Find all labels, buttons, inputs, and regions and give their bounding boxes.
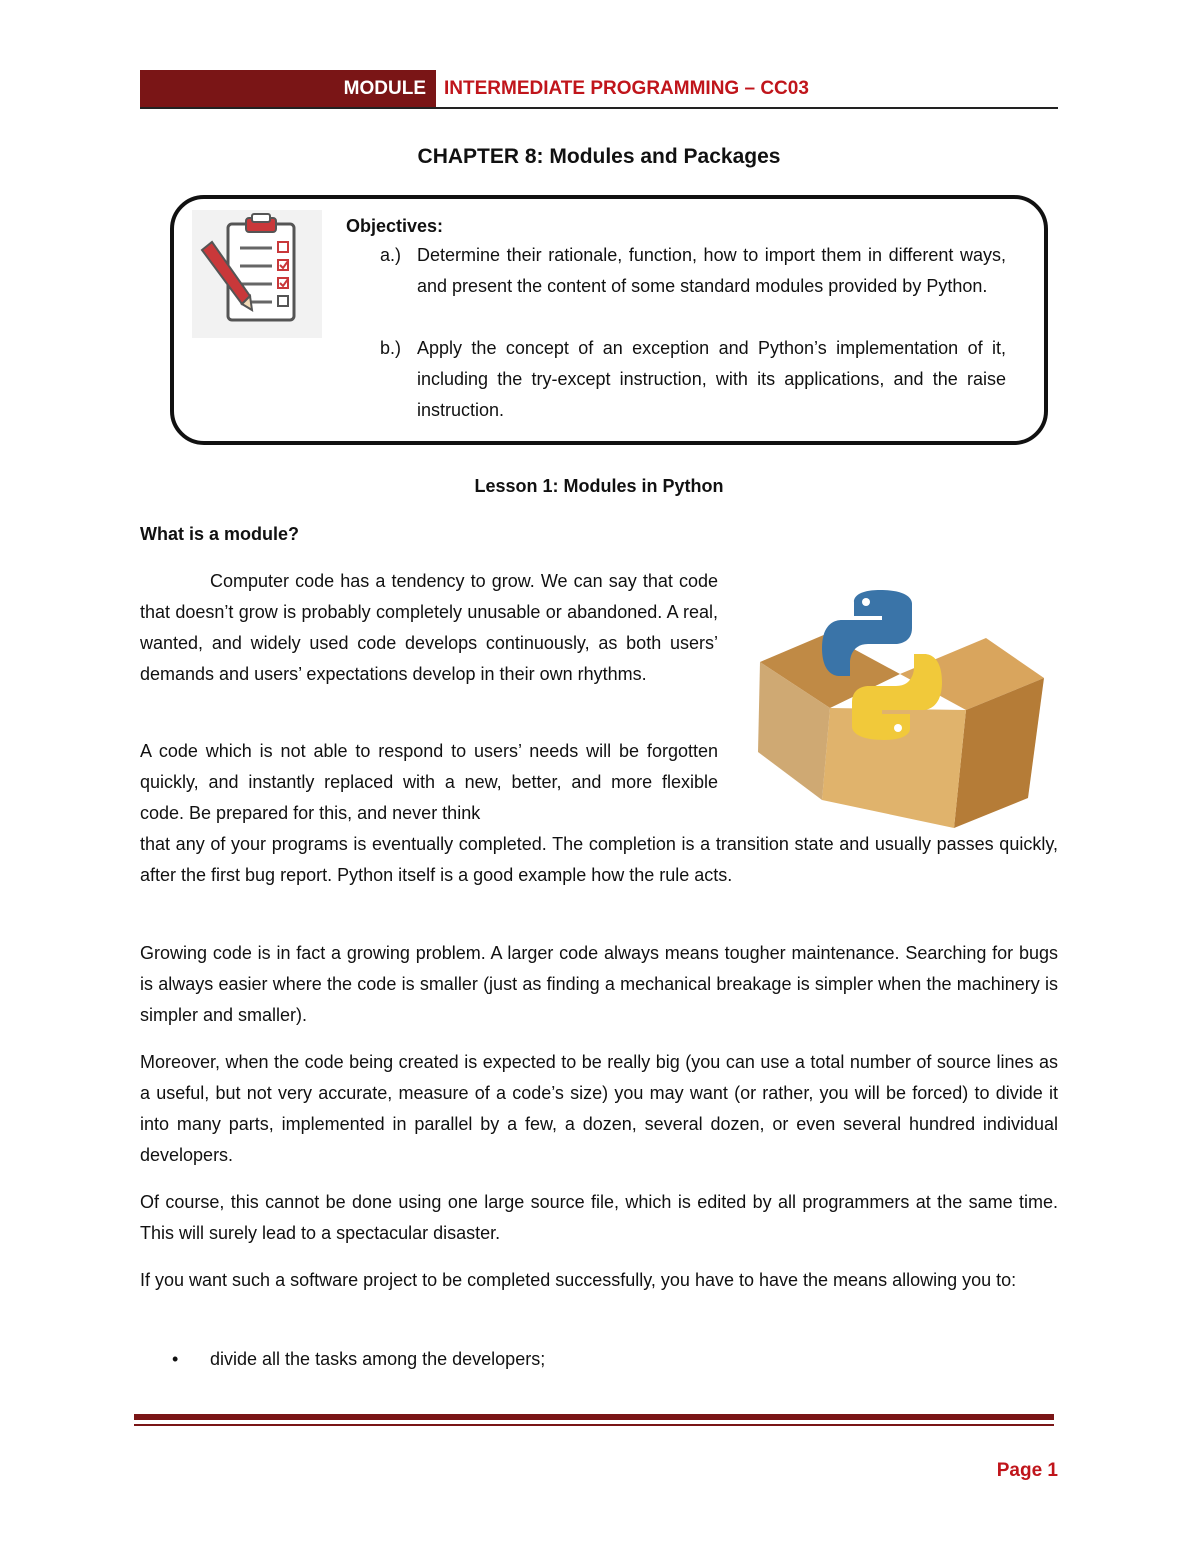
header-divider: [140, 107, 1058, 109]
objective-item: [380, 333, 1006, 426]
footer-divider: [134, 1424, 1054, 1426]
paragraph: A code which is not able to respond to users’ needs will be forgotten quickly, and instantly replaced with a new, better, and more flexible code. Be prepared for this, and never think: [140, 741, 718, 823]
course-title: INTERMEDIATE PROGRAMMING – CC03: [444, 77, 809, 99]
bullet-icon: •: [172, 1349, 179, 1369]
objective-label: b.): [380, 338, 402, 358]
paragraph: Computer code has a tendency to grow. We can say that code that doesn’t grow is probably completely unusable or abandoned. A real, wanted, and widely used code develops continuously, as both users’ demands and users’ expectations develop in their own rhythms.: [140, 571, 718, 684]
objective-text: Determine their rationale, function, how to import them in different ways, and present the content of some standard modules provided by Python.: [417, 245, 1006, 296]
clipboard-checklist-icon: [192, 210, 322, 338]
list-item-text: divide all the tasks among the developers;: [210, 1349, 546, 1369]
chapter-title: CHAPTER 8: Modules and Packages: [417, 145, 781, 168]
paragraph: Moreover, when the code being created is expected to be really big (you can use a total number of source lines as a useful, but not very accurate, measure of a code’s size) you may want (or rather, you will be forced) to divide it into many parts, implemented in parallel by a few, a dozen, several dozen, or even several hundred individual developers.: [140, 1052, 1058, 1165]
objective-item: [380, 240, 1006, 302]
section-heading: What is a module?: [140, 524, 300, 544]
objectives-title: Objectives:: [346, 216, 444, 236]
objective-label: a.): [380, 245, 402, 265]
module-label: MODULE: [343, 77, 426, 99]
lesson-title: Lesson 1: Modules in Python: [474, 476, 724, 496]
paragraph: If you want such a software project to be completed successfully, you have to have the means allowing you to:: [140, 1270, 1017, 1290]
list-item: [172, 1344, 545, 1375]
python-box-icon: [740, 582, 1062, 830]
page-number: Page 1: [996, 1460, 1058, 1481]
objective-text: Apply the concept of an exception and Python’s implementation of it, including the try-except instruction, with its applications, and the raise instruction.: [417, 338, 1006, 420]
paragraph: Growing code is in fact a growing problem. A larger code always means tougher maintenance. Searching for bugs is always easier where the code is smaller (just as finding a mechanical breakage is simpler when the machinery is simpler and smaller).: [140, 943, 1058, 1025]
footer-divider: [134, 1414, 1054, 1420]
paragraph: that any of your programs is eventually completed. The completion is a transition state and usually passes quickly, after the first bug report. Python itself is a good example how the rule acts.: [140, 834, 1058, 885]
paragraph: Of course, this cannot be done using one large source file, which is edited by all programmers at the same time. This will surely lead to a spectacular disaster.: [140, 1192, 1058, 1243]
